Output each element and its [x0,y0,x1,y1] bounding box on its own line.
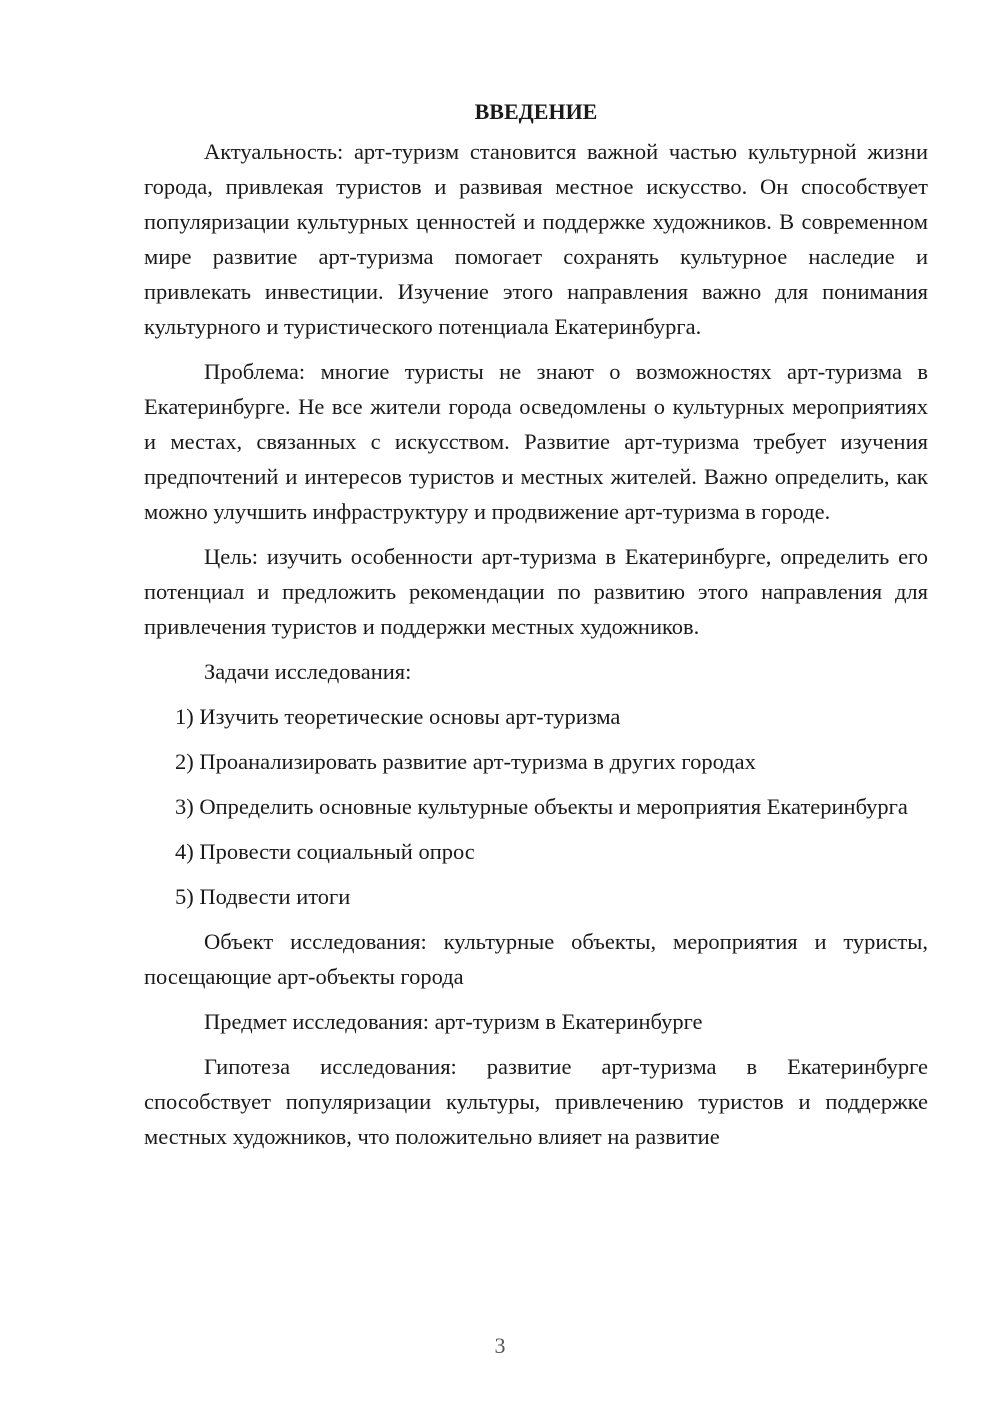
paragraph-subject: Предмет исследования: арт-туризм в Екатеринбурге [204,1009,703,1034]
paragraph-hypothesis: Гипотеза исследования: развитие арт-туризма в Екатеринбурге способствует популяризации культуры, привлечению туристов и поддержке местных художников, что положительно влияет на развитие [144,1054,928,1149]
page-number: 3 [494,1333,506,1358]
paragraph-object: Объект исследования: культурные объекты, мероприятия и туристы, посещающие арт-объекты города [144,929,928,989]
page-content [144,94,928,1164]
task-item-1: 1) Изучить теоретические основы арт-туризма [175,704,621,729]
task-item-4: 4) Провести социальный опрос [175,839,475,864]
task-item-3: 3) Определить основные культурные объекты и мероприятия Екатеринбурга [175,794,908,819]
paragraph-problem: Проблема: многие туристы не знают о возможностях арт-туризма в Екатеринбурге. Не все жители города осведомлены о культурных мероприятиях и местах, связанных с искусством. Развитие арт-туризма требует изучения предпочтений и интересов туристов и местных жителей. Важно определить, как можно улучшить инфраструктуру и продвижение арт-туризма в городе. [144,359,928,524]
paragraph-relevance: Актуальность: арт-туризм становится важной частью культурной жизни города, привлекая туристов и развивая местное искусство. Он способствует популяризации культурных ценностей и поддержке художников. В современном мире развитие арт-туризма помогает сохранять культурное наследие и привлекать инвестиции. Изучение этого направления важно для понимания культурного и туристического потенциала Екатеринбурга. [144,139,928,339]
task-item-2: 2) Проанализировать развитие арт-туризма в других городах [175,749,756,774]
task-item-5: 5) Подвести итоги [175,884,351,909]
paragraph-goal: Цель: изучить особенности арт-туризма в Екатеринбурге, определить его потенциал и предложить рекомендации по развитию этого направления для привлечения туристов и поддержки местных художников. [144,544,928,639]
tasks-heading: Задачи исследования: [204,659,412,684]
section-heading: ВВЕДЕНИЕ [474,99,598,124]
